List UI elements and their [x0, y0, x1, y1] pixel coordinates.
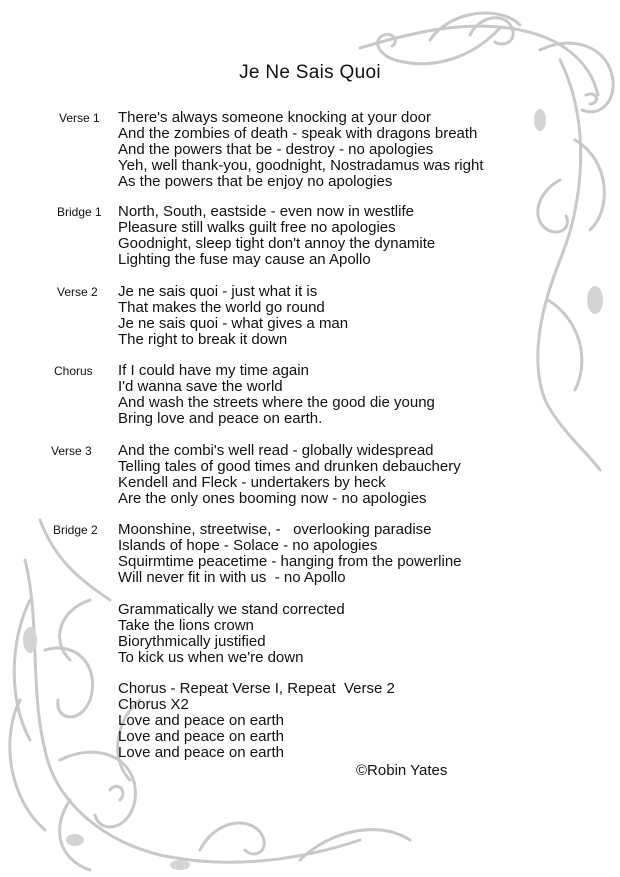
- lyric-line: Islands of hope - Solace - no apologies: [118, 537, 378, 554]
- lyric-line: Pleasure still walks guilt free no apologies: [118, 219, 396, 236]
- lyric-line: Are the only ones booming now - no apologies: [118, 490, 427, 507]
- lyric-line: Love and peace on earth: [118, 728, 284, 745]
- lyric-line: If I could have my time again: [118, 362, 309, 379]
- lyric-line: To kick us when we're down: [118, 649, 304, 666]
- lyric-line: Kendell and Fleck - undertakers by heck: [118, 474, 386, 491]
- lyric-line: Bring love and peace on earth.: [118, 410, 323, 427]
- section-label: Verse 2: [57, 285, 98, 299]
- section-label: Bridge 1: [57, 205, 102, 219]
- section-label: Bridge 2: [53, 523, 98, 537]
- song-title: Je Ne Sais Quoi: [239, 62, 381, 83]
- lyric-line: Squirmtime peacetime - hanging from the powerline: [118, 553, 462, 570]
- lyric-line: And the zombies of death - speak with dragons breath: [118, 125, 478, 142]
- lyric-line: And the powers that be - destroy - no apologies: [118, 141, 434, 158]
- lyric-line: North, South, eastside - even now in westlife: [118, 203, 414, 220]
- lyric-line: Chorus X2: [118, 696, 189, 713]
- lyric-line: Goodnight, sleep tight don't annoy the dynamite: [118, 235, 436, 252]
- lyric-line: Love and peace on earth: [118, 712, 284, 729]
- lyric-line: Take the lions crown: [118, 617, 254, 634]
- lyric-line: The right to break it down: [118, 331, 288, 348]
- lyric-line: Telling tales of good times and drunken debauchery: [118, 458, 461, 475]
- lyric-line: Biorythmically justified: [118, 633, 266, 650]
- lyric-line: Love and peace on earth: [118, 744, 284, 761]
- lyric-line: I'd wanna save the world: [118, 378, 283, 395]
- section-label: Chorus: [54, 364, 93, 378]
- lyric-line: Chorus - Repeat Verse I, Repeat Verse 2: [118, 680, 395, 697]
- section-label: Verse 1: [59, 111, 100, 125]
- lyric-line: There's always someone knocking at your door: [118, 109, 432, 126]
- lyric-line: Moonshine, streetwise, - overlooking paradise: [118, 521, 432, 538]
- lyric-line: Yeh, well thank-you, goodnight, Nostradamus was right: [118, 157, 484, 174]
- lyric-line: Je ne sais quoi - just what it is: [118, 283, 318, 300]
- lyric-line: Je ne sais quoi - what gives a man: [118, 315, 349, 332]
- lyric-line: And wash the streets where the good die young: [118, 394, 435, 411]
- lyric-line: Lighting the fuse may cause an Apollo: [118, 251, 371, 268]
- lyric-line: That makes the world go round: [118, 299, 325, 316]
- lyric-line: And the combi's well read - globally widespread: [118, 442, 434, 459]
- section-label: Verse 3: [51, 444, 92, 458]
- lyric-line: Will never fit in with us - no Apollo: [118, 569, 346, 586]
- lyric-line: Grammatically we stand corrected: [118, 601, 345, 618]
- copyright-credit: ©Robin Yates: [356, 762, 448, 779]
- lyric-line: As the powers that be enjoy no apologies: [118, 173, 393, 190]
